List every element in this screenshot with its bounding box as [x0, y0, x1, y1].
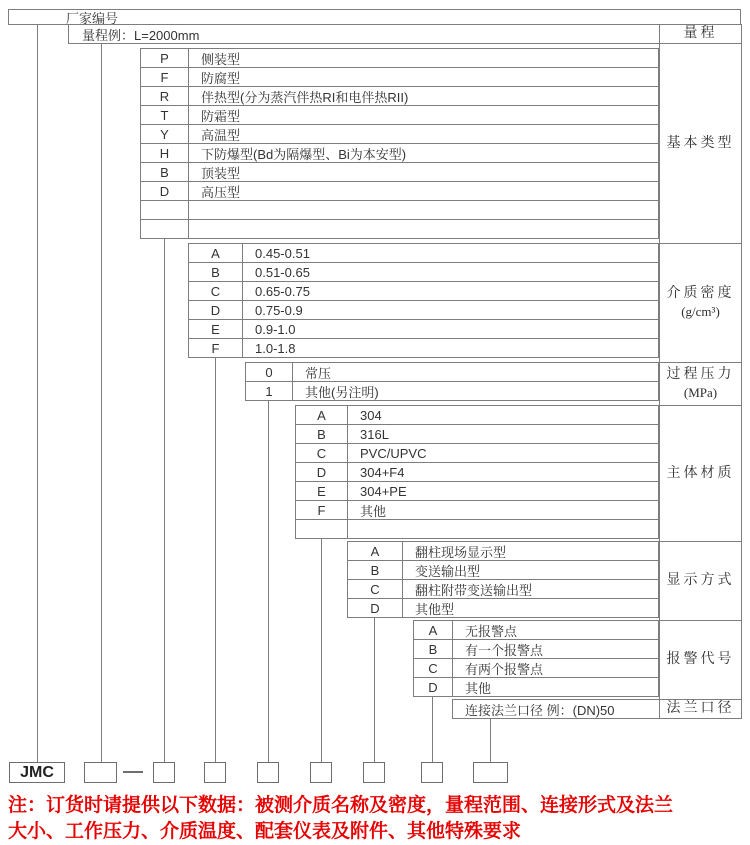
model-code-box-process-pressure [257, 762, 279, 783]
model-code-box-flange-size [473, 762, 508, 783]
option-code: B [348, 561, 403, 579]
connector-line [432, 697, 433, 762]
option-code: D [296, 463, 348, 481]
category-labels-column [659, 24, 742, 719]
option-code: D [414, 678, 453, 696]
option-desc: 防霜型 [201, 108, 241, 124]
option-desc: 其他型 [415, 601, 455, 617]
option-code: D [348, 599, 403, 617]
option-row [141, 87, 658, 106]
selection-block-body-material [295, 405, 659, 539]
option-code: F [189, 339, 243, 357]
model-code-box-body-material [310, 762, 332, 783]
option-code: Y [141, 125, 189, 143]
option-desc: 0.45-0.51 [255, 245, 310, 261]
option-row [141, 201, 658, 220]
category-label-body-material: 主体材质 [660, 406, 741, 542]
option-code: T [141, 106, 189, 124]
option-row [189, 282, 658, 301]
option-row [348, 599, 658, 618]
option-row [189, 320, 658, 339]
order-note [8, 793, 748, 845]
selection-block-process-pressure [245, 362, 659, 401]
option-desc: 其他(另注明) [305, 384, 379, 400]
option-code: 0 [246, 363, 293, 381]
model-code-box-display-mode [363, 762, 385, 783]
connector-line [374, 618, 375, 762]
option-code: D [189, 301, 243, 319]
option-desc: 304+PE [360, 483, 407, 499]
order-note-line2: 大小、工作压力、介质温度、配套仪表及附件、其他特殊要求 [8, 821, 522, 842]
option-desc [189, 220, 201, 238]
option-code: E [189, 320, 243, 338]
selection-block-alarm-code [413, 620, 659, 697]
option-desc: 无报警点 [465, 623, 518, 639]
option-code: A [348, 542, 403, 560]
option-row [348, 561, 658, 580]
option-code [296, 520, 348, 538]
option-desc: 伴热型(分为蒸汽伴热RI和电伴热RII) [201, 89, 409, 105]
option-row [189, 301, 658, 320]
option-code: P [141, 49, 189, 67]
option-desc: 0.75-0.9 [255, 302, 303, 318]
connector-line [37, 25, 38, 762]
option-desc: 翻柱附带变送输出型 [415, 582, 533, 598]
option-desc: 变送输出型 [415, 563, 481, 579]
option-code [141, 201, 189, 219]
option-code: C [296, 444, 348, 462]
option-code: B [414, 640, 453, 658]
option-row [414, 678, 658, 697]
option-desc: 其他 [465, 680, 492, 696]
option-desc: 有一个报警点 [465, 642, 544, 658]
category-label-process-pressure: 过程压力 (MPa) [660, 363, 741, 406]
connector-line [164, 239, 165, 762]
flange-size-text: 连接法兰口径 例：(DN)50 [465, 702, 615, 718]
option-desc: 顶装型 [201, 165, 241, 181]
option-row [141, 220, 658, 239]
option-desc [189, 201, 201, 219]
option-code: C [189, 282, 243, 300]
option-code: F [296, 501, 348, 519]
category-label-alarm-code: 报警代号 [660, 621, 741, 700]
option-desc: 有两个报警点 [465, 661, 544, 677]
category-label-basic-type: 基本类型 [660, 44, 741, 244]
option-code: B [141, 163, 189, 181]
range-example-row [68, 24, 660, 44]
model-code-box-medium-density [204, 762, 226, 783]
manufacturer-number-row [8, 9, 741, 25]
option-row [141, 163, 658, 182]
option-row [189, 244, 658, 263]
option-code: F [141, 68, 189, 86]
option-row [348, 580, 658, 599]
option-row [141, 144, 658, 163]
option-row [141, 106, 658, 125]
option-code: B [296, 425, 348, 443]
model-code-box-basic-type [153, 762, 175, 783]
option-desc: 304 [360, 407, 382, 423]
option-row [414, 640, 658, 659]
option-code: C [348, 580, 403, 598]
range-example-label: 量程例：L=2000mm [82, 27, 200, 43]
option-desc: 侧装型 [201, 51, 241, 67]
option-row [296, 520, 658, 539]
option-code [141, 220, 189, 238]
option-desc: 1.0-1.8 [255, 340, 296, 356]
connector-line [490, 719, 491, 762]
option-desc: 常压 [305, 365, 332, 381]
option-row [141, 182, 658, 201]
category-label-range: 量程 [660, 25, 741, 44]
option-code: E [296, 482, 348, 500]
option-desc: 0.65-0.75 [255, 283, 310, 299]
option-row [296, 406, 658, 425]
option-desc: 316L [360, 426, 389, 442]
option-row [141, 68, 658, 87]
option-code: A [414, 621, 453, 639]
model-code-separator [123, 771, 143, 773]
option-desc: 0.9-1.0 [255, 321, 296, 337]
connector-line [215, 358, 216, 762]
option-desc: PVC/UPVC [360, 445, 427, 461]
option-desc: 0.51-0.65 [255, 264, 310, 280]
option-row [296, 463, 658, 482]
option-desc: 翻柱现场显示型 [415, 544, 507, 560]
option-row [296, 501, 658, 520]
option-row [296, 482, 658, 501]
option-code: A [189, 244, 243, 262]
selection-block-basic-type [140, 48, 659, 239]
option-row [414, 621, 658, 640]
option-row [246, 382, 658, 401]
model-code-box-range [84, 762, 117, 783]
option-desc: 下防爆型(Bd为隔爆型、Bi为本安型) [201, 146, 407, 162]
option-row [296, 425, 658, 444]
option-row [141, 49, 658, 68]
option-row [348, 542, 658, 561]
option-code: H [141, 144, 189, 162]
category-label-flange-size: 法兰口径 [660, 700, 741, 719]
connector-line [268, 401, 269, 762]
option-desc: 其他 [360, 503, 387, 519]
connector-line [321, 539, 322, 762]
option-code: R [141, 87, 189, 105]
option-code: B [189, 263, 243, 281]
order-note-line1: 注：订货时请提供以下数据：被测介质名称及密度，量程范围、连接形式及法兰 [8, 795, 674, 816]
option-desc: 防腐型 [201, 70, 241, 86]
option-code: A [296, 406, 348, 424]
category-label-medium-density: 介质密度 (g/cm³) [660, 244, 741, 363]
option-row [189, 263, 658, 282]
selection-block-medium-density [188, 243, 659, 358]
option-code: C [414, 659, 453, 677]
option-desc: 304+F4 [360, 464, 405, 480]
option-row [296, 444, 658, 463]
manufacturer-number-label: 厂家编号 [66, 10, 119, 26]
flange-size-row [452, 699, 660, 719]
option-row [141, 125, 658, 144]
option-desc [348, 520, 360, 538]
connector-line [101, 44, 102, 762]
option-desc: 高温型 [201, 127, 241, 143]
model-prefix-box: JMC [9, 762, 65, 783]
category-label-display-mode: 显示方式 [660, 542, 741, 621]
option-desc: 高压型 [201, 184, 241, 200]
option-row [414, 659, 658, 678]
model-code-box-alarm-code [421, 762, 443, 783]
option-row [189, 339, 658, 358]
option-code: 1 [246, 382, 293, 400]
option-row [246, 363, 658, 382]
option-code: D [141, 182, 189, 200]
selection-block-display-mode [347, 541, 659, 618]
